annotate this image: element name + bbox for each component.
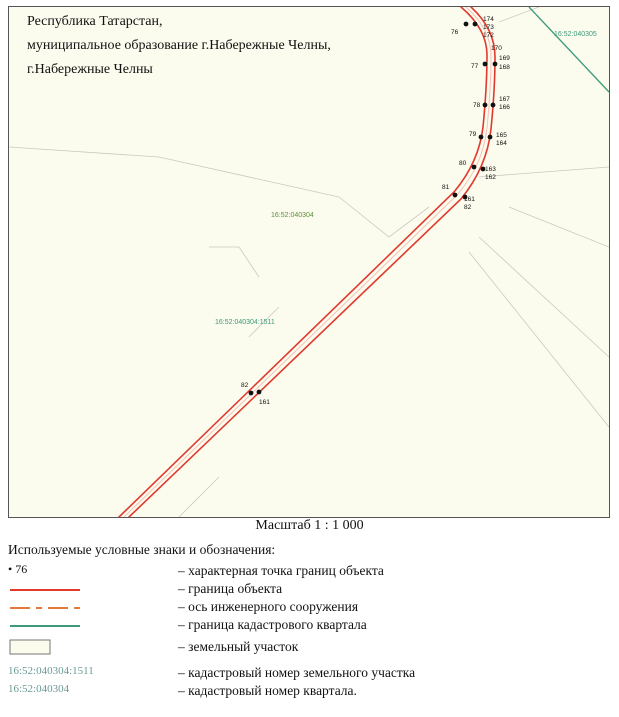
engineering-axis-symbol [8,598,88,616]
point-label-76: 76 [451,29,459,36]
legend-code-quarter: 16:52:040304 [8,683,70,695]
point-label-165: 163 [485,166,496,173]
parcel-area [9,7,609,517]
point-label-175: 174 [483,16,494,23]
legend-row-parcel-number [8,664,608,682]
point-label-173: 172 [483,32,494,39]
legend-desc-quarter-number: – кадастровый номер квартала. [178,683,357,698]
legend-row-quarter-number [8,682,608,700]
point-label-164: 162 [485,174,496,181]
point-label-170: 168 [499,64,510,71]
point-label-80: 80 [459,160,467,167]
point-label-81: 81 [442,184,450,191]
point-label-78: 78 [473,102,481,109]
point-label-174: 173 [483,24,494,31]
cadastral-map [9,7,609,517]
point-label-168: 166 [499,104,510,111]
legend-row-axis [8,598,608,616]
point-label-167: 165 [496,132,507,139]
region-line-3: г.Набережные Челны [27,62,153,77]
point-label-161: 161 [259,399,270,406]
point-label-171: 169 [499,55,510,62]
legend-desc-object-boundary: – граница объекта [178,581,283,596]
point-label-82: 82 [241,382,249,389]
land-parcel-symbol [8,638,88,656]
map-scale: Масштаб 1 : 1 000 [255,518,364,533]
point-label-79: 79 [469,131,477,138]
quarter-label-ne: 16:52:040305 [554,31,597,38]
legend-desc-parcel-number: – кадастровый номер земельного участка [178,665,416,680]
quarter-label-main: 16:52:040304 [271,212,314,219]
point-label-172: 170 [491,45,502,52]
legend-row-point [8,562,608,580]
legend-desc-parcel: – земельный участок [178,639,299,654]
legend-row-object-boundary [8,580,608,598]
region-line-2: муниципальное образование г.Набережные Челны, [27,38,331,53]
point-label-163: 161 [464,196,475,203]
legend-desc-axis: – ось инженерного сооружения [178,599,359,614]
point-label-77: 77 [471,63,479,70]
legend-desc-point: – характерная точка границ объекта [178,563,384,578]
object-boundary-symbol [8,580,88,598]
parcel-label: 16:52:040304:1511 [215,319,275,326]
legend-row-quarter-boundary [8,616,608,634]
point-label-166: 164 [496,140,507,147]
point-label-169: 167 [499,96,510,103]
region-line-1: Республика Татарстан, [27,14,163,29]
quarter-boundary-symbol [8,616,88,634]
legend-point-example: • 76 [8,562,28,576]
legend-title: Используемые условные знаки и обозначения: [8,542,276,557]
legend-desc-quarter-boundary: – граница кадастрового квартала [178,617,367,632]
map-view[interactable] [8,6,610,518]
legend-code-parcel: 16:52:040304:1511 [8,665,94,677]
point-label-162: 82 [464,204,472,211]
legend-row-parcel [8,638,608,656]
